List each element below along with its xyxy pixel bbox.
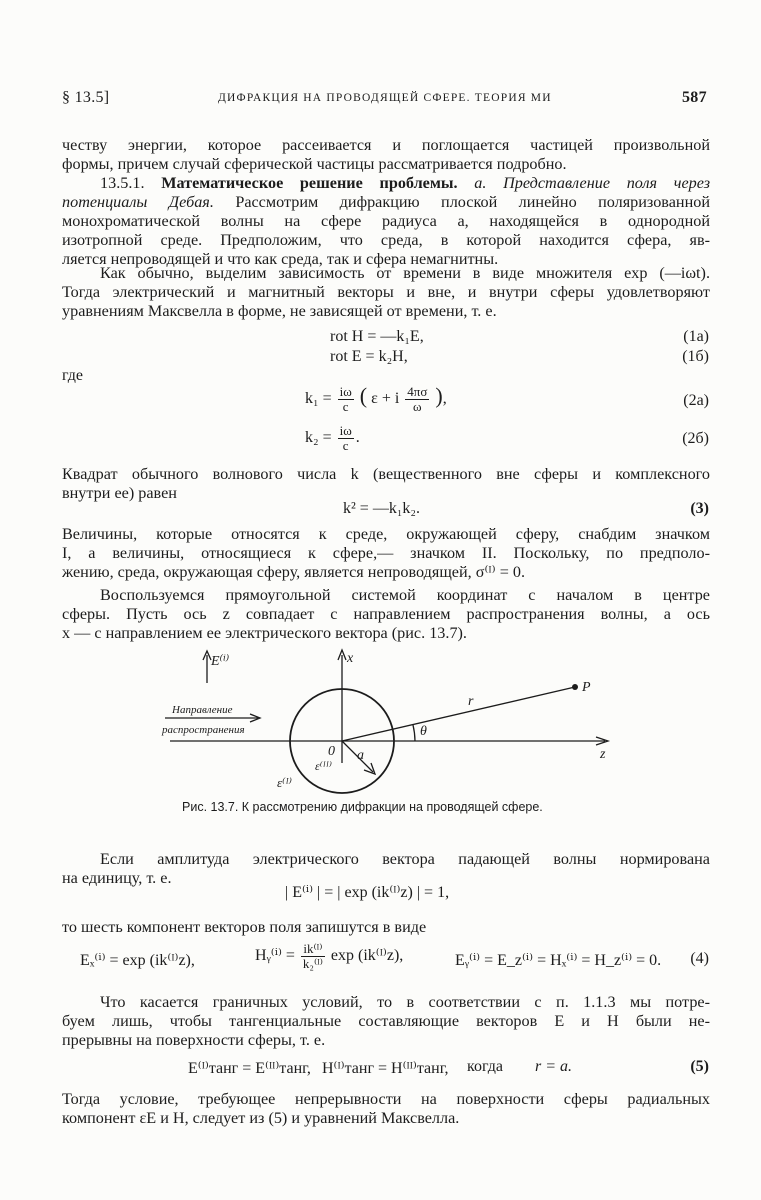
eq-lhs: k₁ = [305,390,332,407]
label-a: a [357,748,364,763]
equation-5b: H⁽ᴵ⁾танг = H⁽ᴵᴵ⁾танг, [322,1060,449,1077]
text-line: I, а величины, относящиеся к сфере,— значком II. Поскольку, по предполо- [62,544,710,562]
equation-normalization: | E⁽ⁱ⁾ | = | exp (ik⁽ᴵ⁾z) | = 1, [285,884,450,901]
label-eps-medium: ε⁽ᴵ⁾ [277,775,292,790]
fraction-den: ω [413,398,422,414]
point-p [572,684,578,690]
text-line: честву энергии, которое рассеивается и поглощается частицей произвольной [62,136,710,154]
fraction-num: ik⁽ᴵ⁾ [301,942,325,957]
equation-number: (2a) [683,392,709,409]
page-number: 587 [682,89,707,106]
fraction-num: 4πσ [407,383,428,399]
label-eps-sphere: ε⁽ᴵᴵ⁾ [315,759,332,773]
equation-3: k² = —k₁k₂. [343,500,420,517]
figure-caption: Рис. 13.7. К рассмотрению дифракции на проводящей сфере. [182,800,543,814]
fraction-den: k₂⁽ᴵ⁾ [302,956,323,971]
subsection-number: 13.5.1. [100,174,145,192]
text-line: компонент εE и H, следует из (5) и уравнений Максвелла. [62,1109,460,1127]
label-x: x [347,651,354,666]
text-line: ляется непроводящей и что как среда, так и сфера немагнитны. [62,250,499,268]
text-line: монохроматической волны на сфере радиуса a, находящейся в однородной [62,212,710,230]
equation-4a: Eₓ⁽ⁱ⁾ = exp (ik⁽ᴵ⁾z), [80,952,195,969]
equation-1a: rot H = —k₁E, [330,328,424,345]
paren-close: ) [435,383,443,408]
theta-arc [413,725,415,741]
label-e-incident: E⁽ⁱ⁾ [211,654,230,669]
equation-2b: k₂ = $\frac{i\omega}{c}$ . [305,423,360,453]
text-line: буем лишь, чтобы тангенциальные составляющие векторов E и H были не- [62,1012,710,1030]
fraction-num: iω [339,423,352,438]
fraction-den: c [342,398,349,414]
text-line: Величины, которые относятся к среде, окружающей сферу, снабдим значком [62,525,710,543]
item-title-cont: потенциалы Дебая. [62,193,214,211]
fraction [338,385,354,414]
where-word: где [62,367,84,384]
eq-rhs: exp (ik⁽ᴵ⁾z), [330,947,404,965]
paren-open: ( [359,383,368,408]
radius-vector-r [342,687,575,741]
equation-number: (1a) [683,328,709,345]
text-line: изотропной среде. Предположим, что среда, в которой находится сфера, яв- [62,231,710,249]
text-line: Если амплитуда электрического вектора падающей волны нормирована [100,850,710,868]
equation-number: (3) [690,500,709,517]
section-ref: § 13.5] [62,89,110,106]
text-line: Тогда условие, требующее непрерывности на поверхности сферы радиальных [62,1090,710,1108]
fraction [405,385,429,414]
text-line: Квадрат обычного волнового числа k (вещественного вне сферы и комплексного [62,465,710,483]
text-line: внутри ее) равен [62,484,177,502]
item-title: Представление поля через [503,174,710,192]
equation-number: (4) [690,950,709,967]
label-r: r [468,694,474,709]
text-line: Воспользуемся прямоугольной системой координат с началом в центре [100,586,710,604]
fraction [301,942,325,971]
label-direction: Направление [172,704,233,716]
text-line: то шесть компонент векторов поля запишутся в виде [62,918,427,936]
text-line: формы, причем случай сферической частицы рассматривается подробно. [62,155,567,173]
text-line: на единицу, т. е. [62,869,172,887]
figure-sphere-diffraction [150,645,620,795]
equation-number: (2б) [682,430,709,447]
equation-5a: E⁽ᴵ⁾танг = E⁽ᴵᴵ⁾танг, [188,1060,311,1077]
equation-number: (1б) [682,348,709,365]
text-line: Что касается граничных условий, то в соответствии с п. 1.1.3 мы потре- [100,993,710,1011]
fraction [338,424,354,453]
eq-inner: ε + i [371,390,400,407]
running-title: ДИФРАКЦИЯ НА ПРОВОДЯЩЕЙ СФЕРЕ. ТЕОРИЯ МИ [218,92,552,104]
text-line: жению, среда, окружающая сферу, является непроводящей, σ⁽ᴵ⁾ = 0. [62,563,526,581]
equation-4b [255,942,403,971]
text-line: сферы. Пусть ось z совпадает с направлением распространения волны, а ось [62,605,710,623]
equation-4c: Eᵧ⁽ⁱ⁾ = E_z⁽ⁱ⁾ = Hₓ⁽ⁱ⁾ = H_z⁽ⁱ⁾ = 0. [455,952,662,969]
eq-lhs: k₂ = [305,429,332,447]
subsection-title: Математическое решение проблемы. [161,174,458,192]
text-line: x — с направлением ее электрического вектора (рис. 13.7). [62,624,467,642]
equation-2a: k₁ = $\frac{i\omega}{c}$ ( ε + i $\frac{4\pi\sigma}{\omega}$ ), [305,383,447,414]
label-theta: θ [420,724,427,739]
fraction-num: iω [339,383,352,399]
eq-lhs: Hᵧ⁽ⁱ⁾ = [255,947,295,965]
text-line: Как обычно, выделим зависимость от времени в виде множителя exp (—iωt). [100,264,710,282]
equation-1b: rot E = k₂H, [330,348,408,365]
text-span: Рассмотрим дифракцию плоской линейно поляризованной [235,193,710,211]
equation-5-when: когда [467,1058,503,1075]
label-p: P [582,680,591,695]
equation-number: (5) [690,1058,709,1075]
text-line: Тогда электрический и магнитный векторы и вне, и внутри сферы удовлетворяют [62,283,710,301]
text-line: прерывны на поверхности сферы, т. е. [62,1031,326,1049]
equation-5-condition: r = a. [535,1058,573,1075]
subsection-heading [100,174,710,193]
text-line: уравнениям Максвелла в форме, не зависящей от времени, т. е. [62,302,497,320]
label-z: z [600,747,606,762]
text-line [62,193,710,212]
item-label: a. [474,174,487,192]
label-propagation: распространения [162,724,245,736]
label-origin: 0 [328,744,335,759]
fraction-den: c [342,438,349,453]
